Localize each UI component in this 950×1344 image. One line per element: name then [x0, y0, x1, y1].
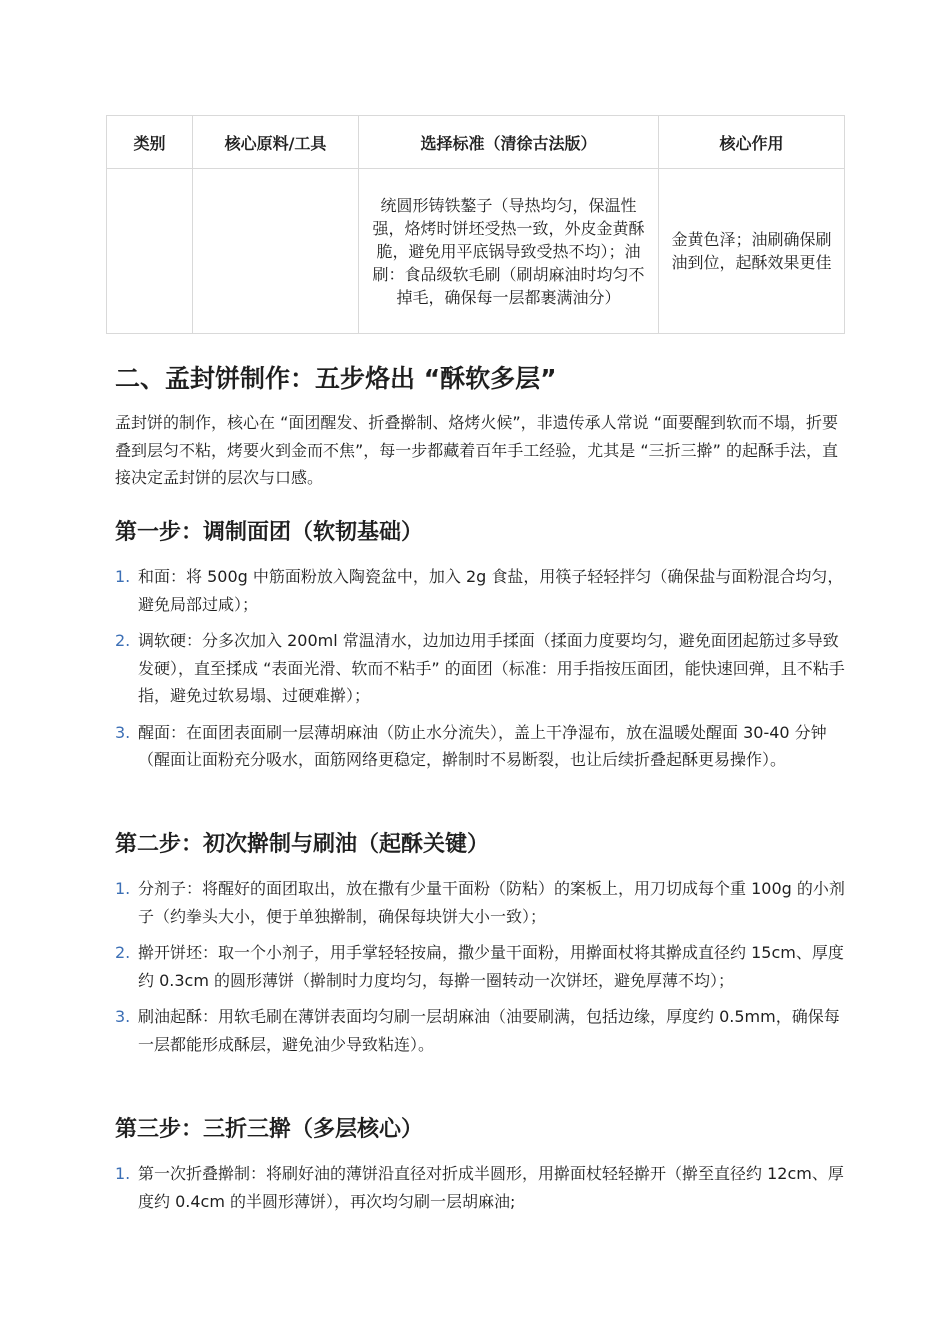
list-number: 1. [115, 1164, 131, 1183]
table-cell [193, 169, 359, 334]
table-header-cell: 核心原料/工具 [193, 116, 359, 169]
list-item [115, 563, 845, 618]
list-number: 1. [115, 567, 131, 586]
step-3-list [115, 1160, 845, 1224]
table-header-row [107, 116, 845, 169]
list-item [115, 1003, 845, 1058]
list-item-text: 调软硬：分多次加入 200ml 常温清水，边加边用手揉面（揉面力度要均匀，避免面团起筋过多导致发硬），直至揉成 “表面光滑、软而不粘手” 的面团（标准：用手指按压面团，能快速回弹，且不粘手指，避免过软易塌、过硬难擀）； [138, 631, 845, 705]
list-item [115, 719, 845, 774]
step-1-title: 第一步：调制面团（软韧基础） [115, 520, 424, 545]
list-item-text: 和面：将 500g 中筋面粉放入陶瓷盆中，加入 2g 食盐，用筷子轻轻拌匀（确保盐与面粉混合均匀，避免局部过咸）； [138, 567, 844, 614]
list-number: 1. [115, 879, 131, 898]
list-item-text: 第一次折叠擀制：将刷好油的薄饼沿直径对折成半圆形，用擀面杖轻轻擀开（擀至直径约 12cm、厚度约 0.4cm 的半圆形薄饼），再次均匀刷一层胡麻油; [138, 1164, 844, 1211]
table-cell: 统圆形铸铁鏊子（导热均匀，保温性强，烙烤时饼坯受热一致，外皮金黄酥脆，避免用平底锅导致受热不均）；油刷：食品级软毛刷（刷胡麻油时均匀不掉毛，确保每一层都裹满油分） [359, 169, 659, 334]
table-row [107, 169, 845, 334]
step-2-title: 第二步：初次擀制与刷油（起酥关键） [115, 832, 490, 857]
step-3-title: 第三步：三折三擀（多层核心） [115, 1117, 424, 1142]
table-header-cell: 核心作用 [659, 116, 845, 169]
list-number: 2. [115, 631, 131, 650]
table-header-cell: 类别 [107, 116, 193, 169]
list-item-text: 分剂子：将醒好的面团取出，放在撒有少量干面粉（防粘）的案板上，用刀切成每个重 100g 的小剂子（约拳头大小，便于单独擀制，确保每块饼大小一致）； [138, 879, 845, 926]
list-number: 2. [115, 943, 131, 962]
step-2-list [115, 875, 845, 1067]
table-header-cell: 选择标准（清徐古法版） [359, 116, 659, 169]
section-intro: 孟封饼的制作，核心在 “面团醒发、折叠擀制、烙烤火候”，非遗传承人常说 “面要醒到软而不塌，折要叠到层匀不粘，烤要火到金而不焦”，每一步都藏着百年手工经验，尤其是 “三折三擀” 的起酥手法，直接决定孟封饼的层次与口感。 [115, 413, 839, 487]
list-item-text: 醒面：在面团表面刷一层薄胡麻油（防止水分流失），盖上干净湿布，放在温暖处醒面 30-40 分钟（醒面让面粉充分吸水，面筋网络更稳定，擀制时不易断裂，也让后续折叠起酥更易操作）。 [138, 722, 827, 769]
ingredients-table [106, 115, 845, 334]
list-number: 3. [115, 722, 131, 742]
step-1-list [115, 563, 845, 783]
list-number: 3. [115, 1007, 131, 1026]
list-item-text: 刷油起酥：用软毛刷在薄饼表面均匀刷一层胡麻油（油要刷满，包括边缘，厚度约 0.5mm，确保每一层都能形成酥层，避免油少导致粘连）。 [138, 1007, 840, 1054]
list-item [115, 875, 845, 930]
list-item [115, 1160, 845, 1215]
list-item-text: 擀开饼坯：取一个小剂子，用手掌轻轻按扁，撒少量干面粉，用擀面杖将其擀成直径约 15cm、厚度约 0.3cm 的圆形薄饼（擀制时力度均匀，每擀一圈转动一次饼坯，避免厚薄不均）； [138, 943, 844, 990]
list-item [115, 627, 845, 710]
table-cell: 金黄色泽；油刷确保刷油到位，起酥效果更佳 [659, 169, 845, 334]
list-item [115, 939, 845, 994]
section-title: 二、孟封饼制作：五步烙出 “酥软多层” [115, 364, 557, 393]
table-cell [107, 169, 193, 334]
